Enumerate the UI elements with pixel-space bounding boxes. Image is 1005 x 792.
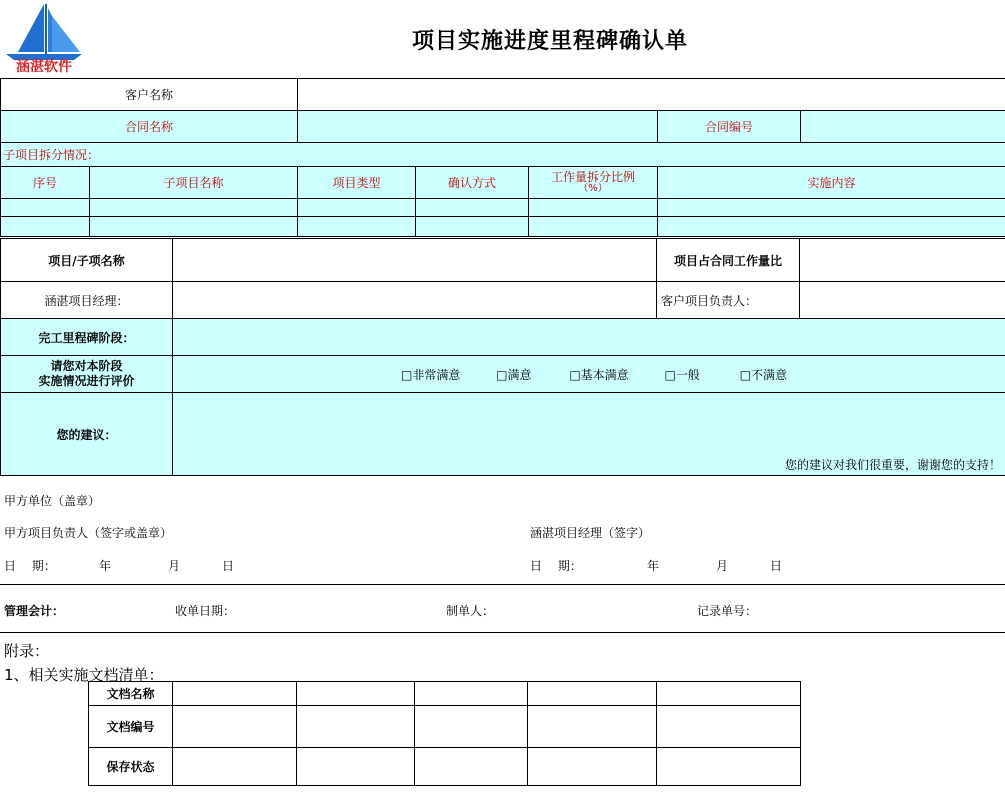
impl-content-header: 实施内容 — [658, 167, 1005, 199]
hanzhan-pm-field[interactable] — [173, 282, 657, 319]
appendix-subtitle: 1、相关实施文档清单： — [4, 666, 164, 684]
hanzhan-date-year: 年 — [647, 559, 660, 573]
suggestion-note: 您的建议对我们很重要，谢谢您的支持！ — [784, 458, 1001, 472]
contract-info-table — [0, 78, 1005, 237]
workload-ratio-label: 项目占合同工作量比 — [657, 239, 800, 282]
milestone-field[interactable] — [173, 319, 1005, 356]
doc-name-label: 文档名称 — [89, 682, 173, 706]
party-a-date-month: 月 — [168, 559, 181, 573]
confirm-method-header: 确认方式 — [416, 167, 529, 199]
maker-label: 制单人： — [446, 604, 495, 618]
project-subname-label: 项目/子项名称 — [1, 239, 173, 282]
suggestion-field[interactable] — [173, 393, 1005, 476]
subproject-section-label: 子项目拆分情况： — [1, 143, 1005, 167]
table-row — [1, 217, 1005, 237]
party-a-date-label: 日 期： — [4, 559, 56, 573]
customer-name-label: 客户名称 — [1, 79, 298, 111]
project-subname-field[interactable] — [173, 239, 657, 282]
contract-name-field[interactable] — [298, 111, 658, 143]
customer-pm-label: 客户项目负责人： — [657, 282, 800, 319]
milestone-table — [0, 238, 1005, 476]
suggestion-label: 您的建议： — [1, 393, 173, 476]
rating-very-satisfied[interactable]: □非常满意 — [401, 367, 461, 382]
milestone-label: 完工里程碑阶段： — [1, 319, 173, 356]
table-row — [89, 706, 801, 748]
party-a-date-year: 年 — [99, 559, 112, 573]
contract-no-label: 合同编号 — [658, 111, 801, 143]
table-row — [89, 748, 801, 786]
hanzhan-date-day: 日 — [770, 559, 783, 573]
rating-basically-satisfied[interactable]: □基本满意 — [569, 367, 629, 382]
appendix-title: 附录： — [4, 642, 50, 660]
record-no-label: 记录单号： — [697, 604, 758, 618]
logo-text: 涵湛软件 — [16, 59, 72, 75]
evaluate-label: 请您对本阶段 实施情况进行评价 — [1, 356, 173, 393]
customer-pm-field[interactable] — [800, 282, 1005, 319]
hanzhan-pm-label: 涵湛项目经理： — [1, 282, 173, 319]
workload-ratio-header: 工作量拆分比例 （%） — [529, 167, 658, 199]
contract-no-field[interactable] — [801, 111, 1005, 143]
project-type-header: 项目类型 — [298, 167, 416, 199]
rating-options — [173, 356, 1005, 393]
divider — [0, 584, 1005, 585]
contract-name-label: 合同名称 — [1, 111, 298, 143]
document-list-table — [88, 681, 801, 786]
hanzhan-date-label: 日 期： — [530, 559, 582, 573]
subproject-name-header: 子项目名称 — [90, 167, 298, 199]
hanzhan-date-month: 月 — [716, 559, 729, 573]
rating-satisfied[interactable]: □满意 — [496, 367, 532, 382]
page-title: 项目实施进度里程碑确认单 — [411, 29, 688, 54]
party-a-date-day: 日 — [222, 559, 235, 573]
customer-name-field[interactable] — [298, 79, 1005, 111]
company-logo — [4, 2, 84, 74]
table-row — [1, 199, 1005, 217]
seq-header: 序号 — [1, 167, 90, 199]
receive-date-label: 收单日期： — [175, 604, 236, 618]
accountant-label: 管理会计： — [4, 604, 65, 618]
party-a-pm: 甲方项目负责人（签字或盖章） — [4, 526, 173, 540]
party-a-unit: 甲方单位（盖章） — [4, 494, 101, 508]
rating-average[interactable]: □一般 — [664, 367, 700, 382]
table-row — [89, 682, 801, 706]
hanzhan-pm-sign: 涵湛项目经理（签字） — [530, 526, 651, 540]
doc-no-label: 文档编号 — [89, 706, 173, 748]
divider — [0, 632, 1005, 633]
save-status-label: 保存状态 — [89, 748, 173, 786]
rating-unsatisfied[interactable]: □不满意 — [739, 367, 788, 382]
workload-ratio-field[interactable] — [800, 239, 1005, 282]
